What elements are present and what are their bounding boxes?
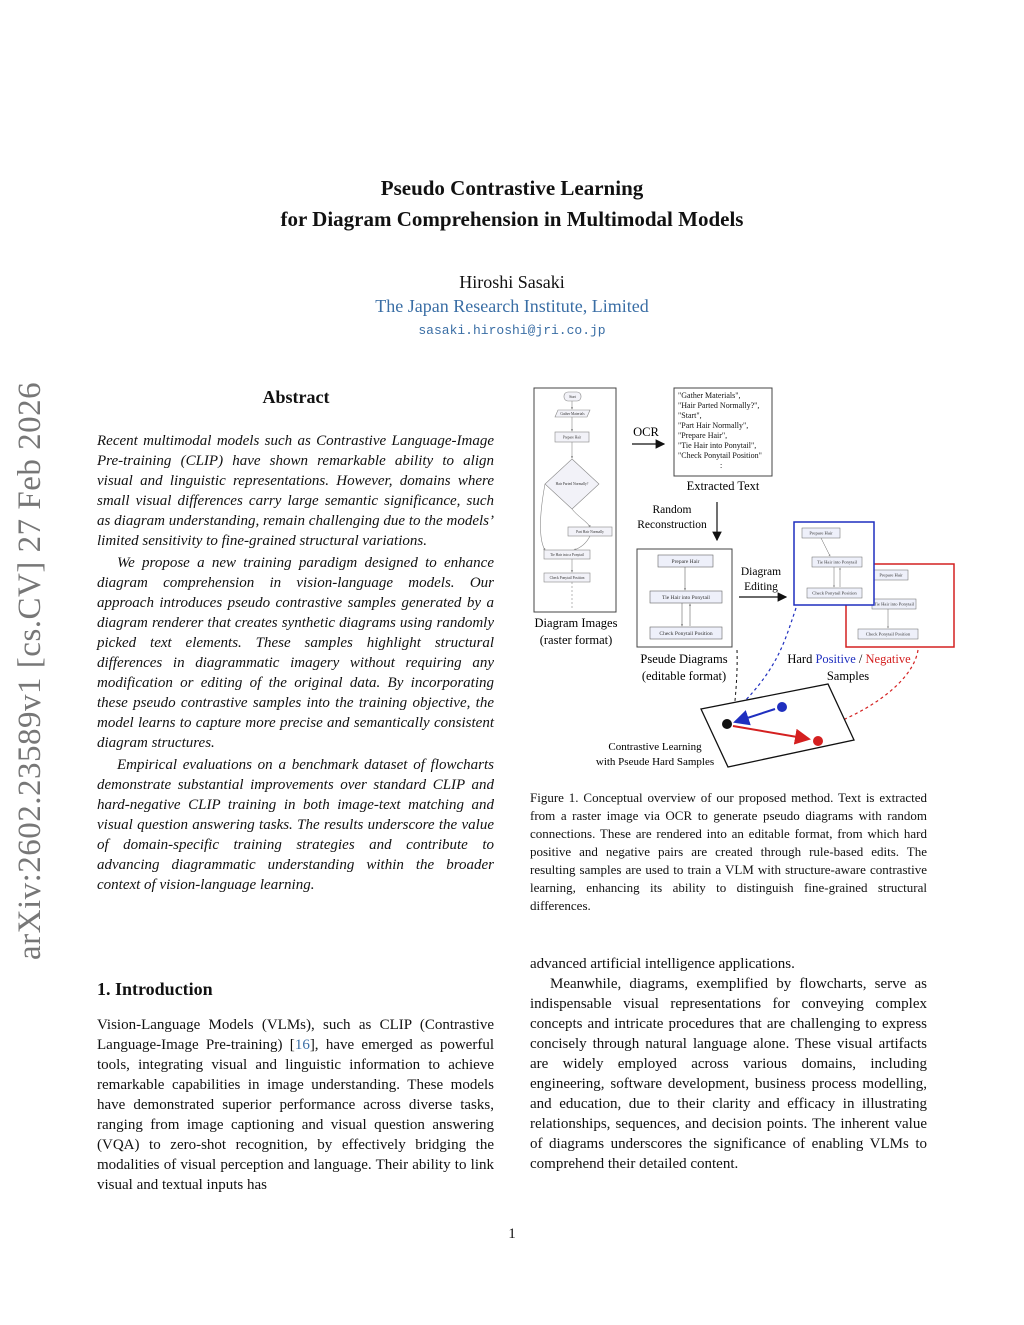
extracted-line-6: "Tie Hair into Ponytail", <box>678 441 757 450</box>
paper-title-line-1: Pseudo Contrastive Learning <box>380 176 644 200</box>
label-ocr: OCR <box>633 425 659 439</box>
negative-node-text-prepare: Prepare Hair <box>879 572 903 578</box>
raster-node-text-gather: Gather Materials <box>560 412 585 416</box>
label-positive: Positive <box>815 652 856 666</box>
extracted-line-5: "Prepare Hair", <box>678 431 728 440</box>
raster-node-text-start: Start <box>569 394 576 399</box>
label-hard-samples <box>787 652 911 666</box>
label-pseude-diagrams: Pseude Diagrams <box>640 652 728 666</box>
label-negative: Negative <box>865 652 911 666</box>
negative-point <box>813 736 823 746</box>
page-number: 1 <box>508 1226 516 1242</box>
anchor-point <box>722 719 732 729</box>
introduction-paragraph-1-continued: advanced artificial intelligence applications. <box>530 956 795 972</box>
intro-text-after-cite: ], have emerged as powerful tools, integrating visual and linguistic information to achieve remarkable capabilities in image understanding. These models have demonstrated superior performance across diverse tasks, ranging from image captioning and visual question answering (VQA) to zero-shot recognition, by effectively bridging the modalities of visual perception and language. Their ability to link visual and textual inputs has <box>97 1037 494 1193</box>
arxiv-stamp: arXiv:2602.23589v1 [cs.CV] 27 Feb 2026 <box>12 381 48 960</box>
introduction-paragraph-1 <box>97 1015 494 1195</box>
figure-1-caption: Figure 1. Conceptual overview of our proposed method. Text is extracted from a raster image via OCR to generate pseudo diagrams with random connections. These are rendered into an editable format, from which hard positive and negative pairs are created through rule-based edits. The resulting samples are used to train a VLM with structure-aware contrastive learning, enhancing its ability to distinguish fine-grained structural differences. <box>530 790 927 913</box>
label-editable-format: (editable format) <box>641 669 727 683</box>
raster-node-text-tie: Tie Hair into a Ponytail <box>550 553 584 557</box>
pseudo-node-text-prepare: Prepare Hair <box>671 559 700 565</box>
label-raster-format: (raster format) <box>539 633 613 647</box>
citation-link[interactable]: 16 <box>294 1037 310 1053</box>
extracted-line-3: "Start", <box>678 411 702 420</box>
pseudo-node-text-tie: Tie Hair into Ponytail <box>662 595 710 601</box>
pseudo-node-text-check: Check Ponytail Position <box>659 631 713 637</box>
author-affiliation: The Japan Research Institute, Limited <box>375 296 649 316</box>
paper-title-line-2: for Diagram Comprehension in Multimodal Models <box>280 207 744 231</box>
label-diagram: Diagram <box>740 566 782 578</box>
positive-node-text-check: Check Ponytail Position <box>812 590 857 596</box>
extracted-line-4: "Part Hair Normally", <box>678 421 749 430</box>
author-email[interactable]: sasaki.hiroshi@jri.co.jp <box>418 323 606 338</box>
abstract-paragraph-2: We propose a new training paradigm designed to enhance diagram comprehension in vision-language models. Our approach introduces pseudo contrastive samples generated by a diagram renderer that creates synthetic diagrams using randomly picked text elements. These samples highlight structural differences in diagrammatic imagery without requiring any modification or editing of the original data. By incorporating these pseudo contrastive samples into the training objective, the model learns to capture more precise and semantically consistent diagram structures. <box>97 555 494 751</box>
introduction-column-right <box>530 954 927 1174</box>
label-slash: / <box>858 652 863 666</box>
label-random: Random <box>652 504 692 516</box>
negative-node-text-tie: Tie Hair into Ponytail <box>873 601 915 607</box>
abstract-heading: Abstract <box>262 387 330 407</box>
label-extracted-text: Extracted Text <box>686 479 760 493</box>
figure-1-caption-block <box>530 789 927 915</box>
abstract-paragraph-3: Empirical evaluations on a benchmark dataset of flowcharts demonstrate substantial improvements over standard CLIP and hard-negative CLIP training in both image-text matching and visual question answering tasks. The results underscore the value of domain-specific training strategies and contribute to advancing diagrammatic understanding within the broader context of vision-language learning. <box>97 757 494 893</box>
label-diagram-images: Diagram Images <box>534 616 618 630</box>
abstract-body <box>97 431 494 895</box>
figure-1-diagram <box>528 382 960 777</box>
label-samples: Samples <box>826 669 870 683</box>
positive-point <box>777 702 787 712</box>
extracted-line-7: "Check Ponytail Position" <box>678 451 762 460</box>
abstract-paragraph-1: Recent multimodal models such as Contrastive Language-Image Pre-training (CLIP) have shown remarkable ability to align visual and linguistic representations. However, domains where small visual differences carry large semantic significance, such as diagram understanding, remain challenging due to the models’ limited sensitivity to fine-grained structural variations. <box>97 433 494 549</box>
author-name: Hiroshi Sasaki <box>459 272 565 292</box>
negative-node-text-check: Check Ponytail Position <box>865 631 911 637</box>
positive-node-text-prepare: Prepare Hair <box>809 530 833 536</box>
positive-node-text-tie: Tie Hair into Ponytail <box>816 559 858 565</box>
intro-text-before-cite: Vision-Language Models (VLMs), such as CLIP (Contrastive Language-Image Pre-training) [ <box>97 1017 494 1053</box>
label-pseude-hard-samples: with Pseude Hard Samples <box>595 756 715 768</box>
raster-node-text-prepare: Prepare Hair <box>562 435 582 440</box>
raster-node-text-part: Part Hair Normally <box>576 530 604 534</box>
introduction-heading: 1. Introduction <box>97 979 213 999</box>
introduction-column-left <box>97 1015 494 1195</box>
raster-node-text-decision: Hair Parted Normally? <box>555 482 589 486</box>
label-editing: Editing <box>744 581 778 593</box>
extracted-line-2: "Hair Parted Normally?", <box>678 401 760 410</box>
introduction-paragraph-2: Meanwhile, diagrams, exemplified by flowcharts, serve as indispensable visual representations for conveying complex concepts and intricate procedures that are challenging to express concisely through natural language alone. These visual artifacts are widely employed across various domains, including engineering, software development, business process modelling, and education, due to their clarity and efficacy in illustrating relationships, sequences, and decision points. The inherent value of diagrams underscores the significance of enabling VLMs to comprehend their detailed content. <box>530 976 927 1172</box>
label-reconstruction: Reconstruction <box>637 519 707 531</box>
extracted-line-1: "Gather Materials", <box>678 391 741 400</box>
extracted-line-8: : <box>720 461 723 470</box>
label-hard: Hard <box>787 652 813 666</box>
raster-node-text-check: Check Ponytail Position <box>549 576 585 580</box>
label-contrastive-learning: Contrastive Learning <box>608 741 702 753</box>
